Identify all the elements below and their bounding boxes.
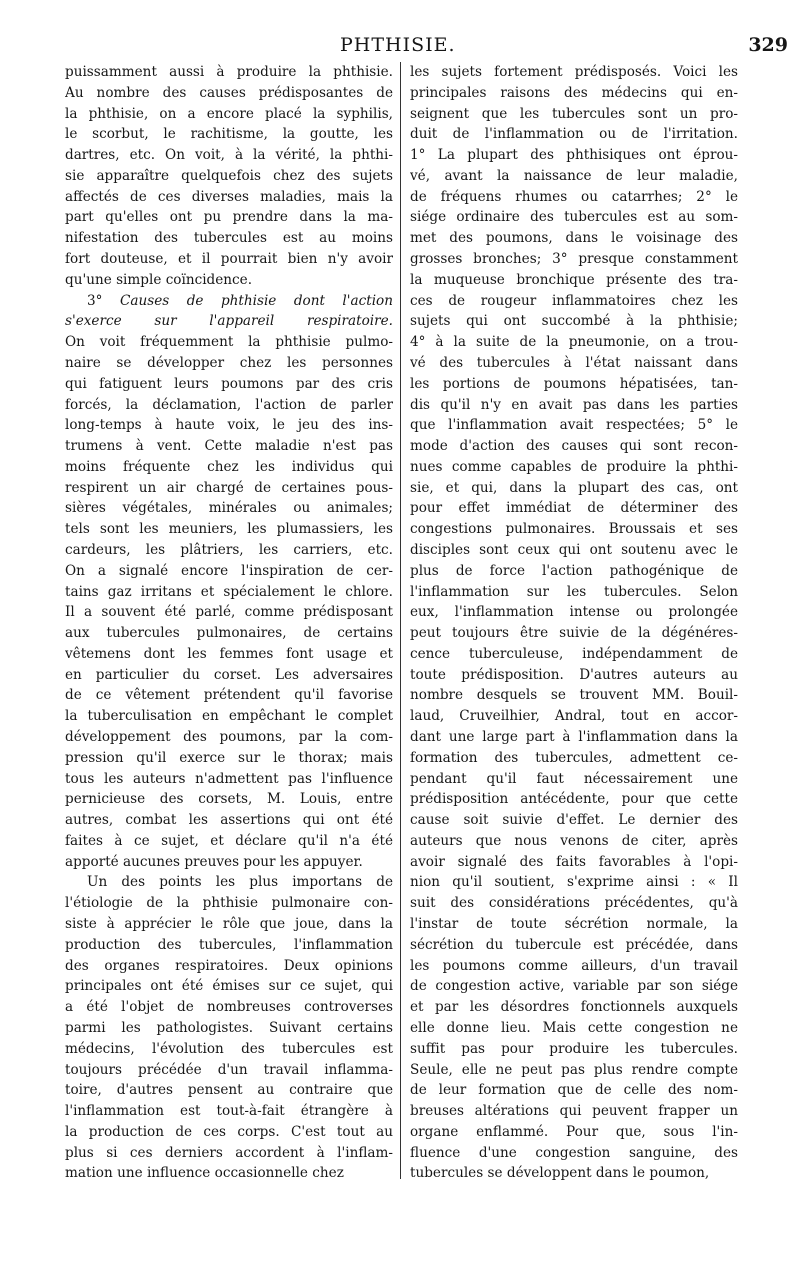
left-column xyxy=(65,62,393,1182)
text-line: s'exerce sur l'appareil respiratoire. xyxy=(65,313,393,330)
text-line: toujours précédée d'un travail inflamma- xyxy=(65,1061,393,1078)
text-line: dartres, etc. On voit, à la vérité, la phthi- xyxy=(65,147,393,164)
text-line: qui fatiguent leurs poumons par des cris xyxy=(65,375,393,392)
text-line: pernicieuse des corsets, M. Louis, entre xyxy=(65,791,393,808)
text-line: apporté aucunes preuves pour les appuyer. xyxy=(65,853,363,870)
column-divider xyxy=(400,62,401,1179)
text-line: nion qu'il soutient, s'exprime ainsi : « Il xyxy=(410,874,738,891)
running-title: PHTHISIE. xyxy=(340,34,456,56)
text-line: prédisposition antécédente, pour que cette xyxy=(410,791,738,808)
text-line: dis qu'il n'y en avait pas dans les parties xyxy=(410,396,738,413)
text-line: vé, avant la naissance de leur maladie, xyxy=(410,167,738,184)
text-line: fort douteuse, et il pourrait bien n'y avoir xyxy=(65,251,393,268)
text-line: 1° La plupart des phthisiques ont éprou- xyxy=(410,147,738,164)
text-line: les sujets fortement prédisposés. Voici les xyxy=(410,64,738,80)
text-line: grosses bronches; 3° presque constamment xyxy=(410,251,738,268)
text-line: tels sont les meuniers, les plumassiers, les xyxy=(65,521,393,538)
text-line: nues comme capables de produire la phthi- xyxy=(410,458,738,475)
text-line: auteurs que nous venons de citer, après xyxy=(410,832,738,849)
text-line: le scorbut, le rachitisme, la goutte, les xyxy=(65,126,393,143)
text-line: sie, et qui, dans la plupart des cas, ont xyxy=(410,479,738,496)
text-line: organe enflammé. Pour que, sous l'in- xyxy=(410,1123,738,1140)
text-line: pour effet immédiat de déterminer des xyxy=(410,500,738,517)
text-line: moins fréquente chez les individus qui xyxy=(65,458,393,475)
text-line: cardeurs, les plâtriers, les carriers, etc. xyxy=(65,541,393,558)
text-line: disciples sont ceux qui ont soutenu avec le xyxy=(410,541,738,558)
text-line: mation une influence occasionnelle chez xyxy=(65,1165,344,1182)
text-line: On a signalé encore l'inspiration de cer- xyxy=(65,562,393,579)
text-line: a été l'objet de nombreuses controverses xyxy=(65,999,393,1016)
text-line: et par les désordres fonctionnels auxquels xyxy=(410,999,738,1016)
text-line: la tuberculisation en empêchant le complet xyxy=(65,708,393,725)
text-line: congestions pulmonaires. Broussais et ses xyxy=(410,521,738,538)
text-line: de leur formation que de celle des nom- xyxy=(410,1082,738,1099)
text-line: laud, Cruveilhier, Andral, tout en accor- xyxy=(410,708,738,725)
text-line: autres, combat les assertions qui ont été xyxy=(65,812,393,829)
text-line: vé des tubercules à l'état naissant dans xyxy=(410,354,738,371)
text-line: principales raisons des médecins qui en- xyxy=(410,84,738,101)
text-line: respirent un air chargé de certaines pous- xyxy=(65,479,393,496)
text-line: siége ordinaire des tubercules est au som- xyxy=(410,209,738,226)
text-line: parmi les pathologistes. Suivant certains xyxy=(65,1019,393,1036)
text-line: forcés, la déclamation, l'action de parler xyxy=(65,396,393,413)
running-header xyxy=(0,34,800,60)
text-line: siste à apprécier le rôle que joue, dans la xyxy=(65,916,393,933)
text-line: médecins, l'évolution des tubercules est xyxy=(65,1040,393,1057)
text-line: seignent que les tubercules sont un pro- xyxy=(410,105,738,122)
right-column xyxy=(410,62,738,1182)
text-line: puissamment aussi à produire la phthisie. xyxy=(65,64,393,80)
text-line: ces de rougeur inflammatoires chez les xyxy=(410,292,738,309)
text-line: nifestation des tubercules est au moins xyxy=(65,230,393,247)
text-line: de congestion active, variable par son siége xyxy=(410,978,738,995)
text-line: aux tubercules pulmonaires, de certains xyxy=(65,625,393,642)
text-line: qu'une simple coïncidence. xyxy=(65,271,253,288)
page-number: 329 xyxy=(748,34,788,56)
text-line: l'étiologie de la phthisie pulmonaire con- xyxy=(65,895,393,912)
text-line: Seule, elle ne peut pas plus rendre compte xyxy=(410,1061,738,1078)
text-line: toire, d'autres pensent au contraire que xyxy=(65,1082,393,1099)
text-line: long-temps à haute voix, le jeu des ins- xyxy=(65,417,393,434)
text-line: dant une large part à l'inflammation dans la xyxy=(410,729,738,745)
text-line: les poumons comme ailleurs, d'un travail xyxy=(410,957,738,974)
text-line: de fréquens rhumes ou catarrhes; 2° le xyxy=(410,188,738,205)
text-line: On voit fréquemment la phthisie pulmo- xyxy=(65,334,393,351)
text-line: trumens à vent. Cette maladie n'est pas xyxy=(65,438,393,455)
text-line: eux, l'inflammation intense ou prolongée xyxy=(410,604,738,621)
text-line: suit des considérations précédentes, qu'à xyxy=(410,895,738,912)
text-line: naire se développer chez les personnes xyxy=(65,354,393,371)
text-line: production des tubercules, l'inflammation xyxy=(65,936,393,953)
text-line: 3° Causes de phthisie dont l'action xyxy=(87,292,393,309)
text-line: formation des tubercules, admettent ce- xyxy=(410,749,738,766)
text-line: que l'inflammation avait respectées; 5° le xyxy=(410,417,738,434)
text-line: développement des poumons, par la com- xyxy=(65,729,393,745)
text-line: pression qu'il exerce sur le thorax; mais xyxy=(65,749,393,766)
text-line: l'inflammation sur les tubercules. Selon xyxy=(410,583,738,600)
text-line: la muqueuse bronchique présente des tra- xyxy=(410,271,738,288)
text-line: elle donne lieu. Mais cette congestion ne xyxy=(410,1019,738,1036)
text-line: duit de l'inflammation ou de l'irritation. xyxy=(410,126,738,143)
text-line: tubercules se développent dans le poumon, xyxy=(410,1165,710,1182)
text-line: mode d'action des causes qui sont recon- xyxy=(410,438,738,455)
text-line: cause soit suivie d'effet. Le dernier des xyxy=(410,812,738,829)
text-line: peut toujours être suivie de la dégénéres- xyxy=(410,625,738,642)
text-line: fluence d'une congestion sanguine, des xyxy=(410,1144,738,1161)
text-line: la production de ces corps. C'est tout au xyxy=(65,1123,393,1140)
text-line: tains gaz irritans et spécialement le chlore. xyxy=(65,583,393,600)
text-line: met des poumons, dans le voisinage des xyxy=(410,230,738,247)
text-line: Un des points les plus importans de xyxy=(87,874,393,891)
text-line: sujets qui ont succombé à la phthisie; xyxy=(410,313,738,330)
text-line: plus si ces derniers accordent à l'inflam- xyxy=(65,1144,393,1161)
text-line: toute prédisposition. D'autres auteurs au xyxy=(410,666,738,683)
text-line: tous les auteurs n'admettent pas l'influence xyxy=(65,770,393,787)
text-line: faites à ce sujet, et déclare qu'il n'a été xyxy=(65,832,393,849)
text-line: la phthisie, on a encore placé la syphilis, xyxy=(65,105,393,122)
text-line: Au nombre des causes prédisposantes de xyxy=(65,84,393,101)
text-line: pendant qu'il faut nécessairement une xyxy=(410,770,738,787)
text-line: suffit pas pour produire les tubercules. xyxy=(410,1040,738,1057)
text-line: part qu'elles ont pu prendre dans la ma- xyxy=(65,209,393,226)
text-line: sécrétion du tubercule est précédée, dans xyxy=(410,936,738,953)
text-line: des organes respiratoires. Deux opinions xyxy=(65,957,393,974)
text-line: de ce vêtement prétendent qu'il favorise xyxy=(65,687,393,704)
text-line: plus de force l'action pathogénique de xyxy=(410,562,738,579)
text-line: l'instar de toute sécrétion normale, la xyxy=(410,916,738,933)
text-line: affectés de ces diverses maladies, mais la xyxy=(65,188,393,205)
text-line: Il a souvent été parlé, comme prédisposant xyxy=(65,604,393,621)
text-line: sières végétales, minérales ou animales; xyxy=(65,500,393,517)
text-line: avoir signalé des faits favorables à l'opi- xyxy=(410,853,738,870)
text-line: sie apparaître quelquefois chez des sujets xyxy=(65,167,393,184)
text-line: principales ont été émises sur ce sujet, qui xyxy=(65,978,393,995)
text-line: cence tuberculeuse, indépendamment de xyxy=(410,645,738,662)
text-line: en particulier du corset. Les adversaires xyxy=(65,666,393,683)
text-line: breuses altérations qui peuvent frapper un xyxy=(410,1103,738,1120)
text-line: les portions de poumons hépatisées, tan- xyxy=(410,375,738,392)
text-line: l'inflammation est tout-à-fait étrangère à xyxy=(65,1103,393,1120)
text-line: 4° à la suite de la pneumonie, on a trou- xyxy=(410,334,738,351)
text-line: vêtemens dont les femmes font usage et xyxy=(65,645,393,662)
text-line: nombre desquels se trouvent MM. Bouil- xyxy=(410,687,738,704)
